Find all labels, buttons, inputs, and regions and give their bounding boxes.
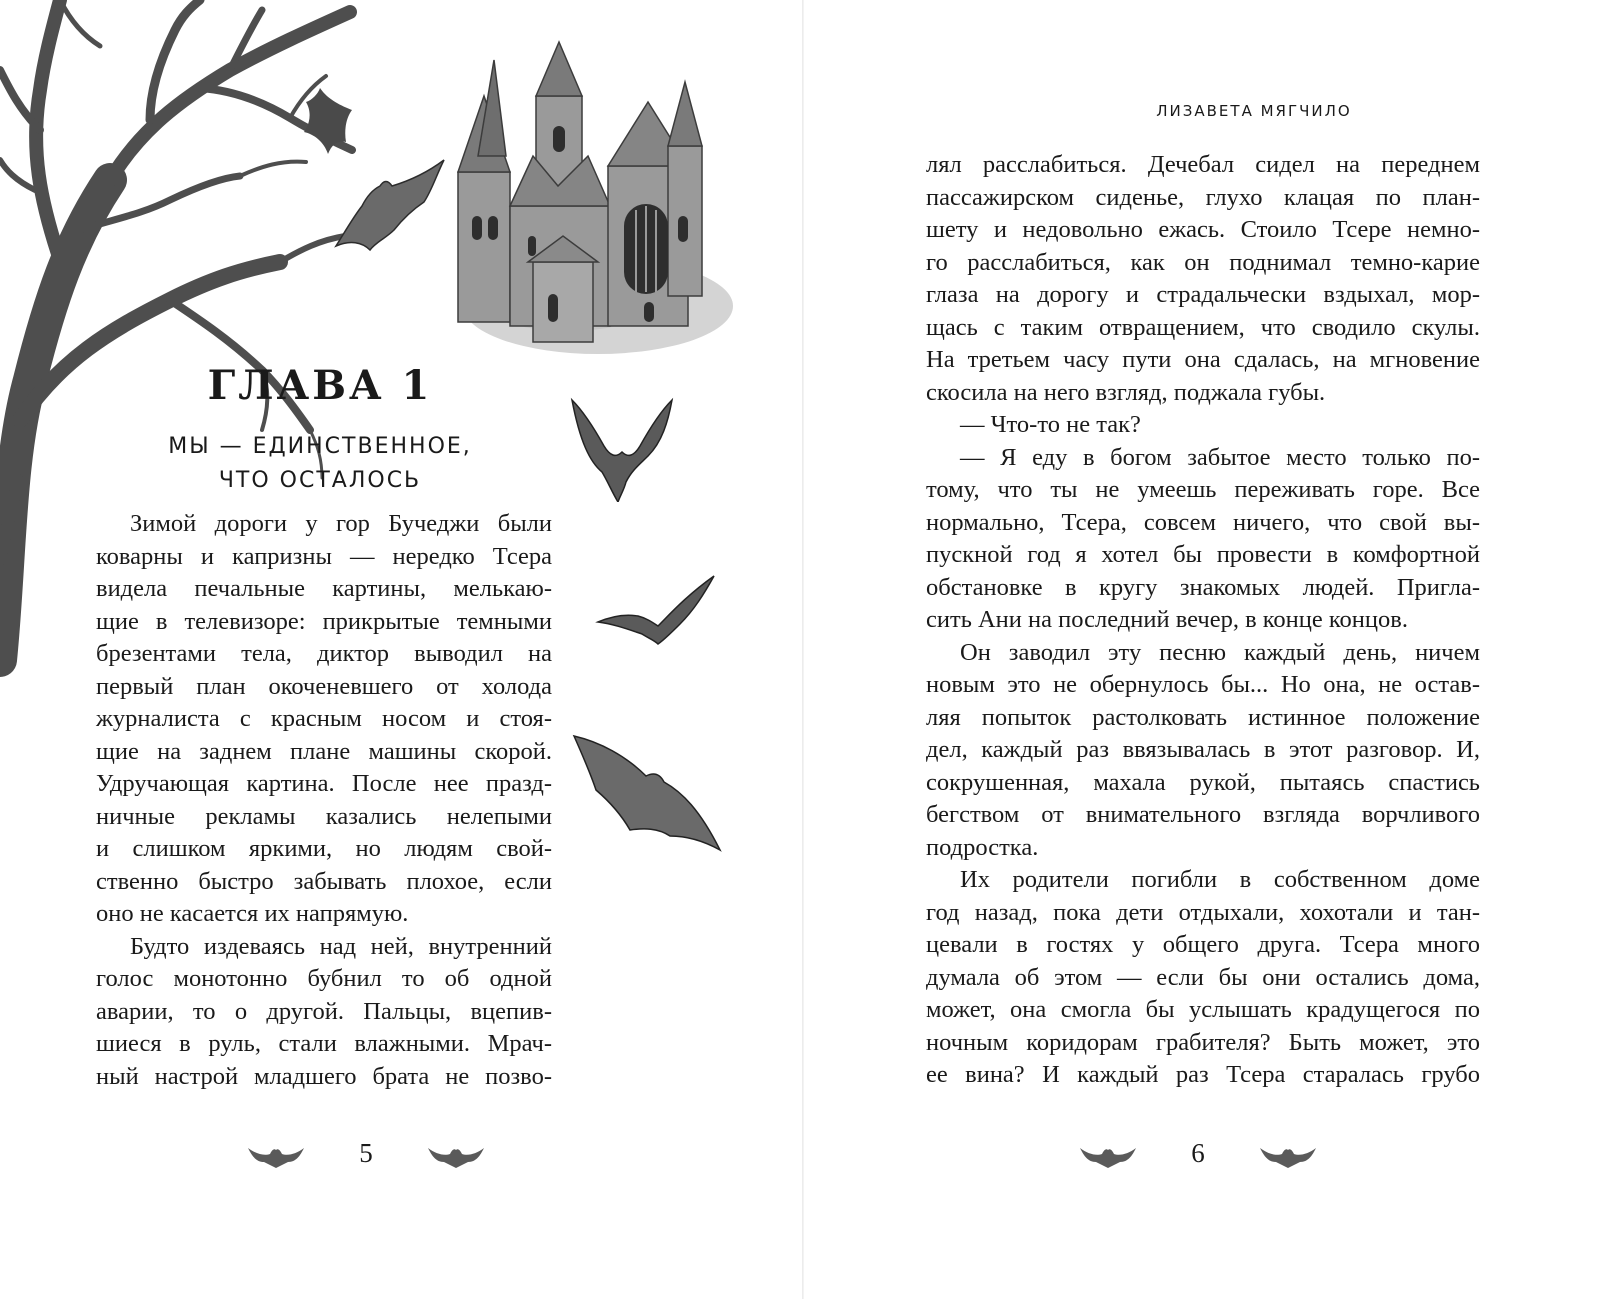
text-line: ночным коридорам грабителя? Быть может, это — [926, 1028, 1480, 1056]
text-line: лял расслабиться. Дечебал сидел на переднем — [926, 151, 1480, 178]
text-line: первый план окоченевшего от холода — [96, 672, 552, 700]
bat-icon — [594, 574, 718, 654]
text-line: Он заводил эту песню каждый день, ничем — [960, 638, 1480, 666]
text-line: ее вина? И каждый раз Тсера старалась грубо — [926, 1061, 1480, 1088]
text-line: бегством от внимательного взгляда ворчливого — [926, 801, 1480, 828]
text-line: подростка. — [926, 833, 1039, 861]
text-line: голос монотонно бубнил то об одной — [96, 965, 552, 992]
text-line: дел, каждый раз ввязывалась в этот разговор. И, — [926, 736, 1480, 763]
text-line: шиеся в руль, стали влажными. Мрач- — [96, 1030, 552, 1057]
text-line: журналиста с красным носом и стоя- — [96, 705, 552, 732]
right-body-text — [926, 149, 1480, 1092]
text-line: сить Ани на последний вечер, в конце концов. — [926, 606, 1408, 633]
text-line: Удручающая картина. После нее празд- — [96, 770, 552, 797]
chapter-subtitle-line: ЧТО ОСТАЛОСЬ — [218, 468, 422, 493]
text-line: аварии, то о другой. Пальцы, вцепив- — [96, 997, 552, 1025]
page-footer — [1078, 1136, 1318, 1176]
chapter-subtitle-line: МЫ — ЕДИНСТВЕННОЕ, — [168, 434, 472, 459]
text-line: думала об этом — если бы они остались дома, — [926, 963, 1480, 991]
text-line: шету и недовольно ежась. Стоило Тсере немно- — [926, 216, 1480, 243]
castle-illustration — [448, 36, 738, 356]
chapter-subtitle — [140, 430, 500, 498]
text-line: коварны и капризны — нередко Тсера — [96, 542, 552, 570]
text-line: щие в телевизоре: прикрытые темными — [96, 607, 552, 635]
text-line: цевали в гостях у общего друга. Тсера много — [926, 931, 1480, 958]
text-line: пассажирском сиденье, глухо клацая по план- — [926, 183, 1480, 211]
text-line: щась с таким отвращением, что сводило скулы. — [926, 313, 1480, 341]
text-line: ляя попыток растолковать истинное положение — [926, 703, 1480, 731]
text-line: сокрушенная, махала рукой, пытаясь спастись — [926, 768, 1480, 796]
text-line: Будто издеваясь над ней, внутренний — [130, 932, 552, 960]
bat-ornament-icon — [426, 1140, 486, 1170]
page-number: 6 — [1191, 1138, 1205, 1168]
text-line: пускной год я хотел бы провести в комфортной — [926, 541, 1480, 568]
text-line: год назад, пока дети отдыхали, хохотали и тан- — [926, 898, 1480, 926]
text-line: и слишком яркими, но людям свой- — [96, 835, 552, 862]
text-line: — Я еду в богом забытое место только по- — [960, 443, 1480, 471]
page-number: 5 — [359, 1138, 373, 1168]
page-footer — [246, 1136, 486, 1176]
text-line: Их родители погибли в собственном доме — [960, 866, 1480, 893]
text-line: глаза на дорогу и страдальчески вздыхал, мор- — [926, 281, 1480, 308]
text-line: щие на заднем плане машины скорой. — [96, 737, 552, 765]
text-line: ничные рекламы казались нелепыми — [96, 802, 552, 830]
bat-ornament-icon — [1258, 1140, 1318, 1170]
text-line: нормально, Тсера, совсем ничего, что свой вы- — [926, 508, 1480, 536]
text-line: обстановке в кругу знакомых людей. Пригла- — [926, 573, 1480, 601]
text-line: брезентами тела, диктор выводил на — [96, 640, 552, 667]
text-line: На третьем часу пути она сдалась, на мгновение — [926, 346, 1480, 373]
bat-icon — [298, 84, 358, 160]
text-line: может, она смогла бы услышать крадущегося по — [926, 996, 1480, 1023]
text-line: Зимой дороги у гор Бучеджи были — [130, 510, 552, 537]
text-line: тому, что ты не умеешь переживать горе. Все — [926, 476, 1480, 503]
text-line: ный настрой младшего брата не позво- — [96, 1062, 552, 1090]
bat-icon — [332, 150, 452, 270]
running-head-author: ЛИЗАВЕТА МЯГЧИЛО — [1156, 102, 1352, 120]
right-page — [804, 0, 1607, 1299]
chapter-title: ГЛАВА 1 — [207, 362, 433, 409]
text-line: го расслабиться, как он поднимал темно-карие — [926, 248, 1480, 276]
text-line: ственно быстро забывать плохое, если — [96, 867, 552, 895]
text-line: видела печальные картины, мелькаю- — [96, 575, 552, 602]
left-page — [0, 0, 803, 1299]
bat-icon — [570, 732, 726, 856]
bat-icon — [568, 392, 678, 502]
text-line: новым это не обернулось бы... Но она, не остав- — [926, 671, 1480, 698]
text-line: — Что-то не так? — [960, 411, 1141, 438]
text-line: скосила на него взгляд, поджала губы. — [926, 378, 1326, 406]
left-body-text — [96, 508, 552, 1093]
text-line: оно не касается их напрямую. — [96, 900, 409, 927]
